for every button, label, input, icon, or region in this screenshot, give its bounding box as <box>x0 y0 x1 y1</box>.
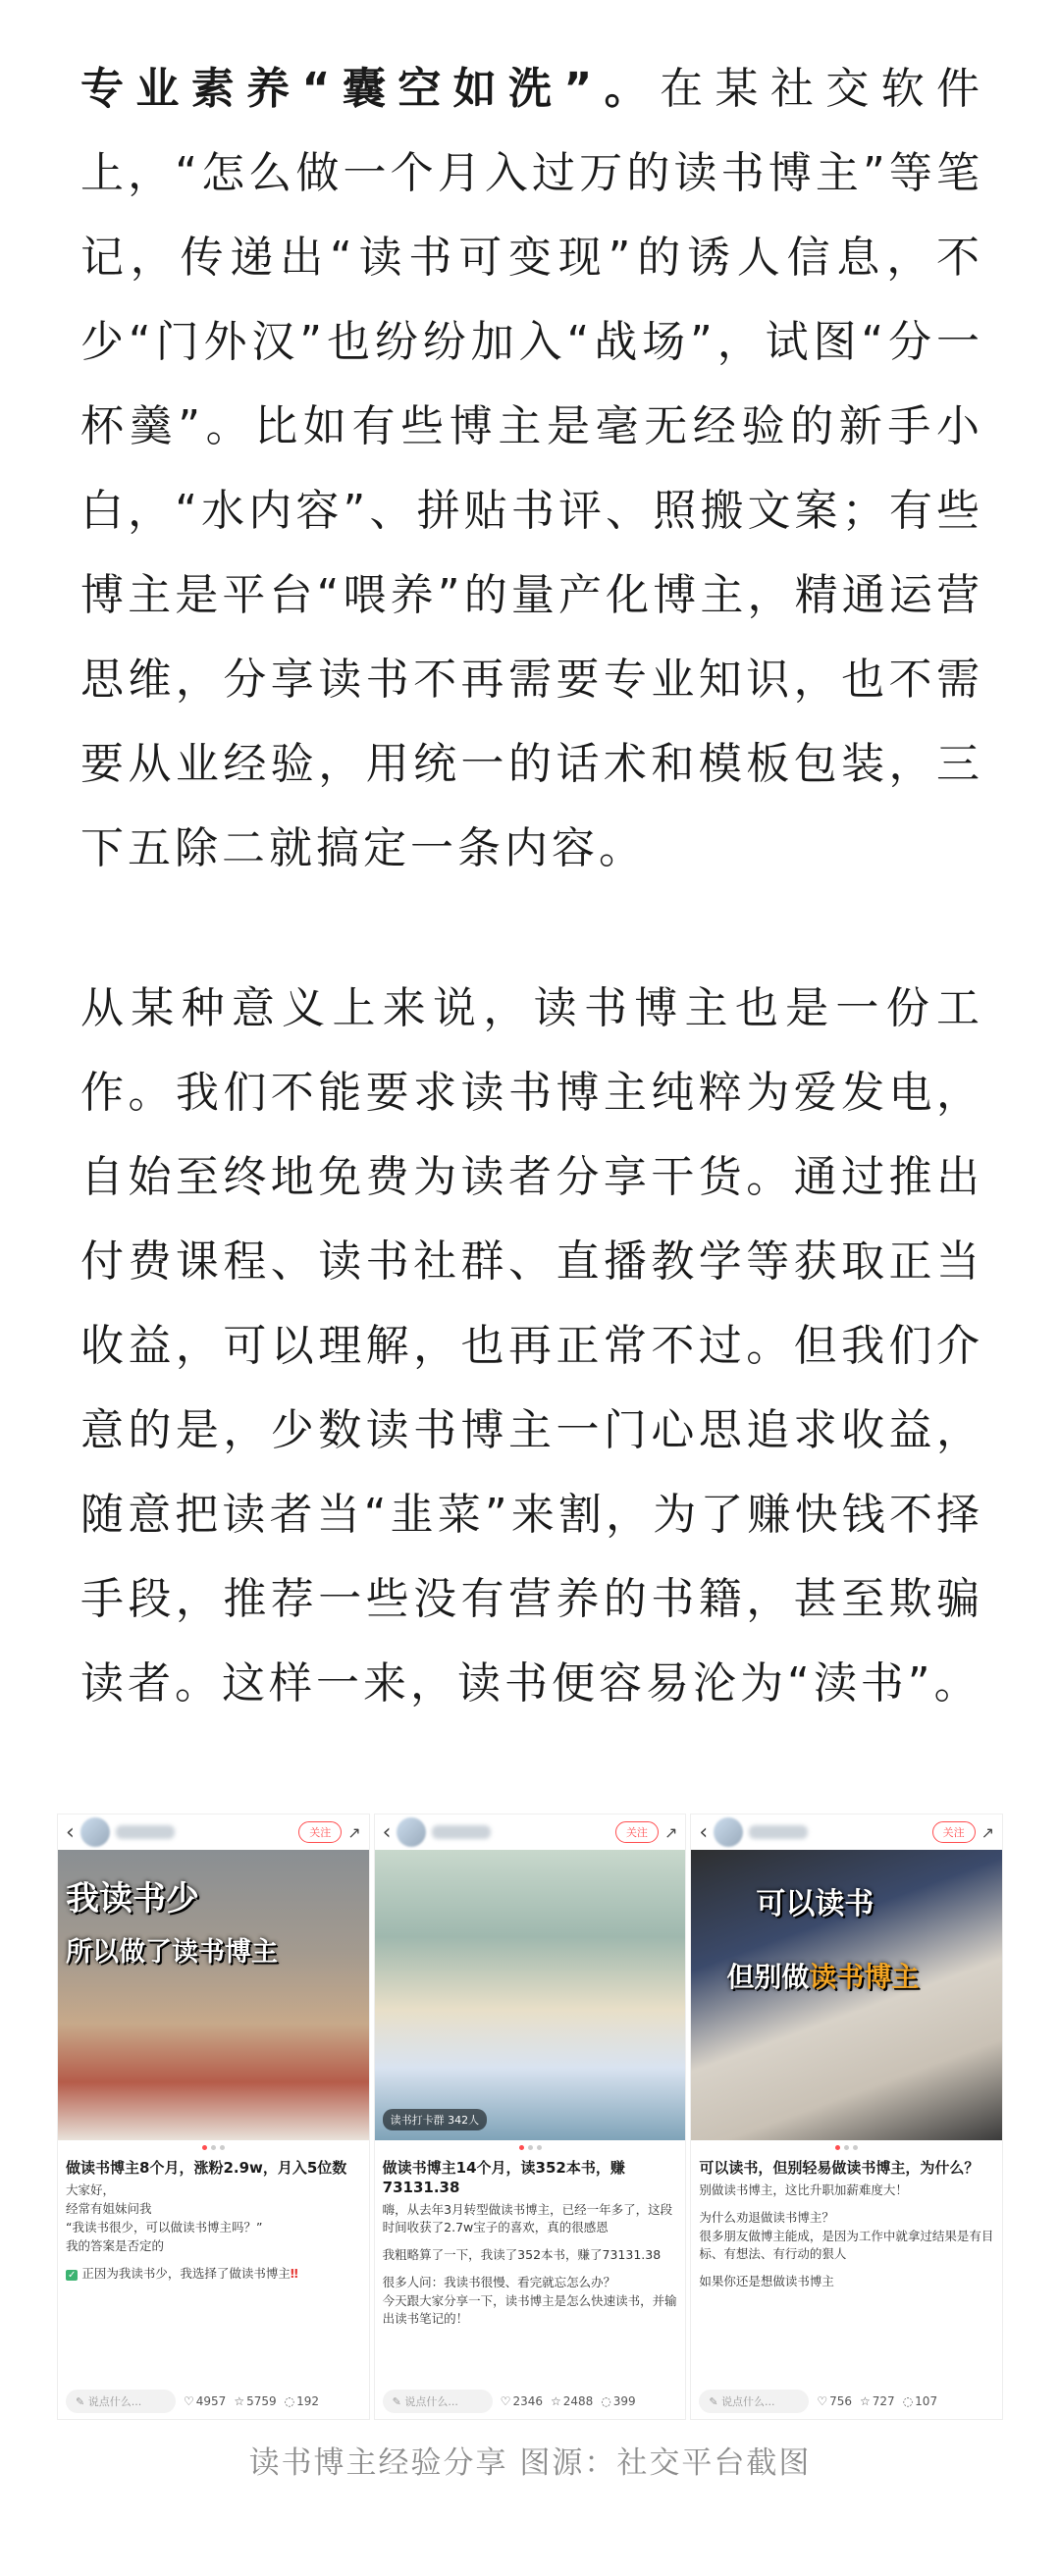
post-card[interactable] <box>374 1814 687 2420</box>
back-icon[interactable]: ‹ <box>382 1819 392 1845</box>
image-overlay-text: 所以做了读书博主 <box>66 1937 278 1968</box>
star-icon[interactable]: ☆ <box>860 2394 871 2408</box>
comment-count: 192 <box>296 2394 320 2408</box>
carousel-dots <box>691 2140 1002 2154</box>
carousel-dots <box>58 2140 369 2154</box>
share-icon[interactable]: ↗ <box>347 1822 361 1842</box>
follow-button[interactable]: 关注 <box>298 1821 342 1843</box>
post-card[interactable] <box>57 1814 370 2420</box>
post-header <box>375 1814 686 1850</box>
image-overlay-text: 我读书少 <box>66 1879 199 1919</box>
article-paragraph-1 <box>80 47 983 891</box>
heart-icon[interactable]: ♡ <box>500 2394 511 2408</box>
post-line: “我读书很少，可以做读书博主吗？” <box>66 2220 263 2234</box>
post-action-bar <box>58 2390 369 2413</box>
star-count: 5759 <box>246 2394 277 2408</box>
star-icon[interactable]: ☆ <box>550 2394 561 2408</box>
post-line: 经常有姐妹问我 <box>66 2201 152 2216</box>
post-line: 我粗略算了一下，我读了352本书，赚了73131.38 <box>382 2247 662 2262</box>
star-icon[interactable]: ☆ <box>234 2394 245 2408</box>
star-count: 2488 <box>562 2394 594 2408</box>
post-line: 正因为我读书少，我选择了做读书博主 <box>81 2266 291 2281</box>
screenshot-collage <box>57 1814 1003 2420</box>
like-count: 2346 <box>512 2394 543 2408</box>
comment-count: 399 <box>612 2394 636 2408</box>
post-title: 做读书博主14个月，读352本书，赚73131.38 <box>382 2159 625 2196</box>
comment-input[interactable]: ✎ 说点什么... <box>699 2390 809 2413</box>
post-line: 我的答案是否定的 <box>66 2238 165 2253</box>
post-line: 很多人问：我读书很慢、看完就忘怎么办？ <box>382 2275 616 2289</box>
post-action-bar <box>375 2390 686 2413</box>
avatar[interactable] <box>397 1817 426 1847</box>
image-caption: 读书博主经验分享 图源：社交平台截图 <box>248 2445 812 2481</box>
username-blurred <box>116 1825 175 1839</box>
post-image[interactable] <box>375 1850 686 2140</box>
post-card[interactable] <box>690 1814 1003 2420</box>
heart-icon[interactable]: ♡ <box>817 2394 828 2408</box>
post-line: 为什么劝退做读书博主？ <box>699 2210 834 2225</box>
like-count: 4957 <box>195 2394 227 2408</box>
share-icon[interactable]: ↗ <box>980 1822 995 1842</box>
post-body <box>691 2180 1002 2293</box>
post-line: 今天跟大家分享一下，读书博主是怎么快速读书，并输出读书笔记的！ <box>382 2293 677 2326</box>
back-icon[interactable]: ‹ <box>699 1819 709 1845</box>
username-blurred <box>432 1825 491 1839</box>
comment-input[interactable]: ✎ 说点什么... <box>66 2390 176 2413</box>
avatar[interactable] <box>714 1817 743 1847</box>
post-image[interactable] <box>58 1850 369 2140</box>
comment-icon[interactable]: ◌ <box>902 2394 914 2408</box>
post-action-bar <box>691 2390 1002 2413</box>
image-overlay-text: 但别做读书博主 <box>726 1961 920 1993</box>
paragraph-text: 在某社交软件上，“怎么做一个月入过万的读书博主”等笔记，传递出“读书可变现”的诱人信息，不少“门外汉”也纷纷加入“战场”，试图“分一杯羹”。比如有些博主是毫无经验的新手小白，“水内容”、拼贴书评、照搬文案；有些博主是平台“喂养”的量产化博主，精通运营思维，分享读书不再需要专业知识，也不需要从业经验，用统一的话术和模板包装，三下五除二就搞定一条内容。 <box>80 64 984 873</box>
comment-icon[interactable]: ◌ <box>284 2394 295 2408</box>
back-icon[interactable]: ‹ <box>66 1819 75 1845</box>
post-line: 很多朋友做博主能成，是因为工作中就拿过结果是有目标、有想法、有行动的狠人 <box>699 2229 994 2261</box>
post-line: 大家好， <box>66 2182 116 2197</box>
post-header <box>691 1814 1002 1850</box>
follow-button[interactable]: 关注 <box>932 1821 976 1843</box>
post-body: 大家好， 经常有姐妹问我 “我读书很少，可以做读书博主吗？” 我的答案是否定的 ✓ 正因为我读书少，我选择了做读书博主‼ <box>58 2180 369 2287</box>
post-header <box>58 1814 369 1850</box>
share-icon[interactable]: ↗ <box>663 1822 678 1842</box>
post-line: 嗨，从去年3月转型做读书博主，已经一年多了，这段时间收获了2.7w宝子的喜欢，真的很感恩 <box>382 2202 673 2234</box>
star-count: 727 <box>872 2394 895 2408</box>
comment-input[interactable]: ✎ 说点什么... <box>383 2390 493 2413</box>
image-overlay-text: 可以读书 <box>756 1887 874 1921</box>
follow-button[interactable]: 关注 <box>615 1821 659 1843</box>
carousel-dots <box>375 2140 686 2154</box>
comment-icon[interactable]: ◌ <box>601 2394 611 2408</box>
post-line: 别做读书博主，这比升职加薪难度大！ <box>699 2182 908 2197</box>
post-title: 可以读书，但别轻易做读书博主，为什么？ <box>699 2159 980 2177</box>
checkmark-icon: ✓ <box>68 2270 77 2281</box>
image-tag: 读书打卡群 342人 <box>383 2109 488 2130</box>
comment-count: 107 <box>915 2394 938 2408</box>
article-paragraph-2 <box>80 967 983 1726</box>
like-count: 756 <box>829 2394 853 2408</box>
paragraph-lead: 专业素养“囊空如洗”。 <box>80 64 661 114</box>
username-blurred <box>749 1825 808 1839</box>
heart-icon[interactable]: ♡ <box>184 2394 194 2408</box>
paragraph-text: 从某种意义上来说，读书博主也是一份工作。我们不能要求读书博主纯粹为爱发电，自始至终地免费为读者分享干货。通过推出付费课程、读书社群、直播教学等获取正当收益，可以理解，也再正常不过。但我们介意的是，少数读书博主一门心思追求收益，随意把读者当“韭菜”来割，为了赚快钱不择手段，推荐一些没有营养的书籍，甚至欺骗读者。这样一来，读书便容易沦为“渎书”。 <box>80 983 983 1709</box>
avatar[interactable] <box>80 1817 110 1847</box>
post-body <box>375 2199 686 2331</box>
post-line: 如果你还是想做读书博主 <box>699 2274 834 2288</box>
post-image[interactable] <box>691 1850 1002 2140</box>
post-title: 做读书博主8个月，涨粉2.9w，月入5位数 <box>66 2159 347 2177</box>
